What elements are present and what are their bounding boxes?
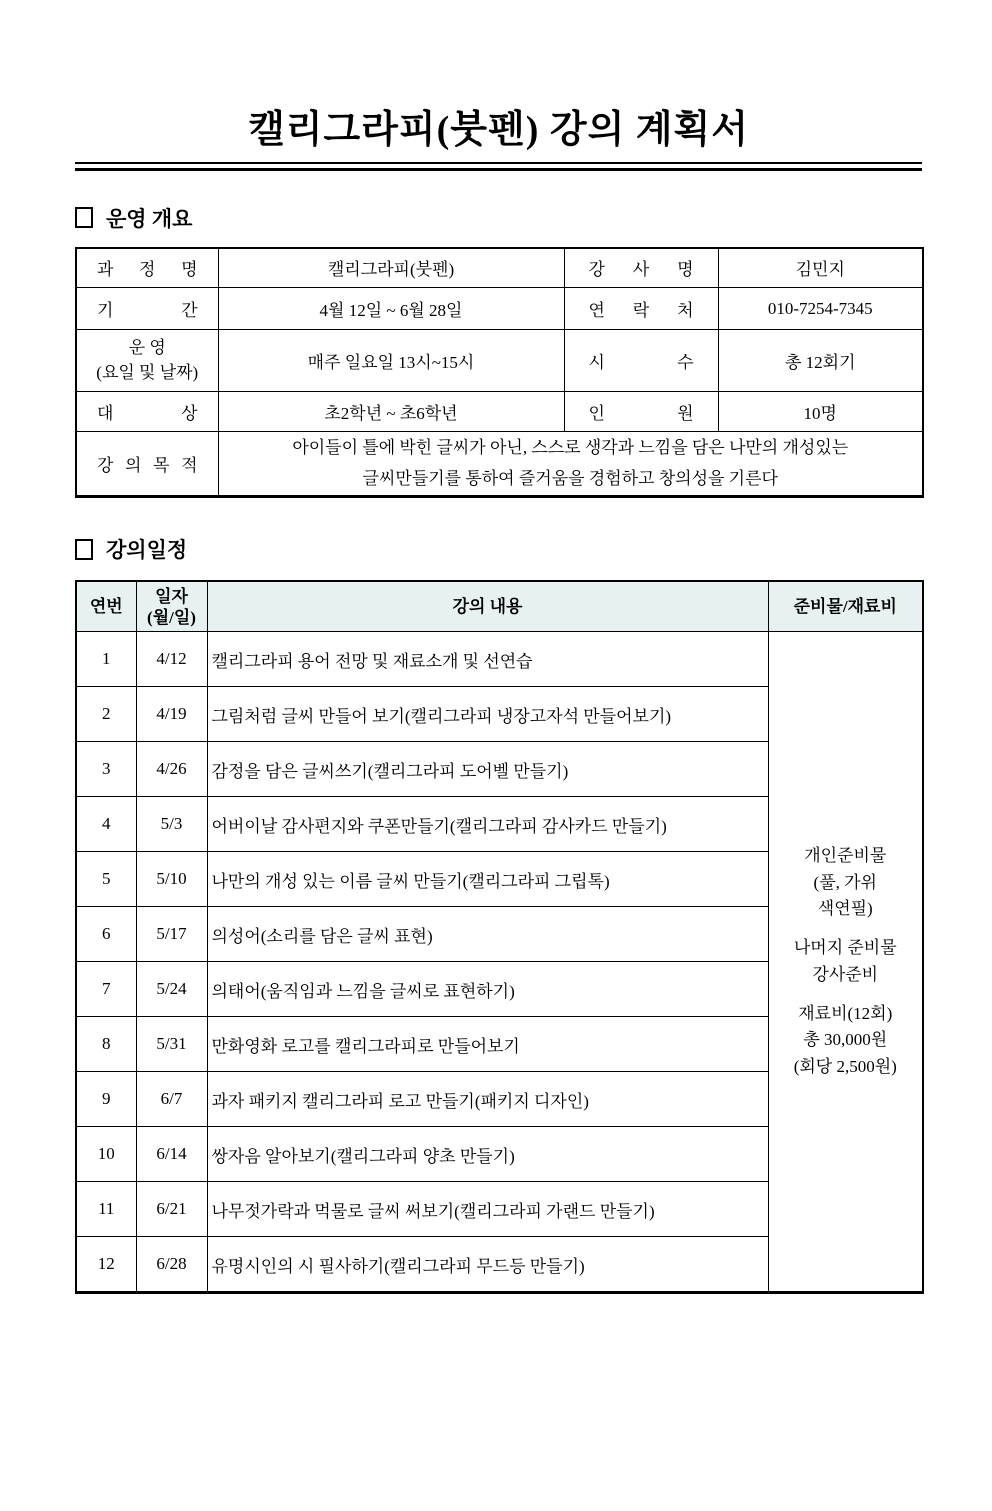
lesson-date: 5/3 (136, 797, 207, 852)
lesson-date: 5/17 (136, 907, 207, 962)
purpose-line2: 글씨만들기를 통하여 즐거움을 경험하고 창의성을 기른다 (362, 468, 778, 488)
section-heading-overview-label: 운영 개요 (106, 206, 193, 231)
section-heading-overview (75, 203, 922, 233)
schedule-header-content: 강의 내용 (207, 581, 768, 632)
lesson-number: 9 (76, 1072, 136, 1127)
lesson-number: 6 (76, 907, 136, 962)
lesson-number: 1 (76, 632, 136, 687)
lesson-date: 6/7 (136, 1072, 207, 1127)
lesson-number: 11 (76, 1182, 136, 1237)
schedule-header-date-line1: 일자 (155, 586, 188, 606)
lesson-date: 4/26 (136, 742, 207, 797)
title-divider (75, 162, 922, 171)
lesson-date: 6/14 (136, 1127, 207, 1182)
lesson-date: 4/19 (136, 687, 207, 742)
lesson-number: 8 (76, 1017, 136, 1072)
prep-line: 색연필) (817, 899, 873, 919)
schedule-header-prep: 준비물/재료비 (768, 581, 923, 632)
lesson-content: 유명시인의 시 필사하기(캘리그라피 무드등 만들기) (207, 1237, 768, 1293)
lesson-content: 감정을 담은 글씨쓰기(캘리그라피 도어벨 만들기) (207, 742, 768, 797)
lesson-number: 5 (76, 852, 136, 907)
overview-label-period: 기 간 (76, 288, 218, 330)
overview-table (75, 247, 924, 499)
section-heading-schedule (75, 534, 922, 564)
lesson-content: 쌍자음 알아보기(캘리그라피 양초 만들기) (207, 1127, 768, 1182)
overview-value-target: 초2학년 ~ 초6학년 (218, 392, 564, 432)
schedule-header-date (136, 581, 207, 632)
lesson-content: 어버이날 감사편지와 쿠폰만들기(캘리그라피 감사카드 만들기) (207, 797, 768, 852)
overview-label-hours: 시 수 (564, 330, 718, 392)
prep-line: 개인준비물 (804, 846, 887, 866)
page-title: 캘리그라피(붓펜) 강의 계획서 (248, 109, 749, 151)
lesson-date: 5/31 (136, 1017, 207, 1072)
overview-label-target: 대 상 (76, 392, 218, 432)
overview-label-operation-line2: (요일 및 날짜) (96, 362, 199, 382)
lesson-content: 나만의 개성 있는 이름 글씨 만들기(캘리그라피 그립톡) (207, 852, 768, 907)
lesson-number: 2 (76, 687, 136, 742)
overview-value-course: 캘리그라피(붓펜) (218, 248, 564, 288)
prep-line: (회당 2,500원) (793, 1056, 897, 1076)
lesson-date: 6/28 (136, 1237, 207, 1293)
overview-value-operation: 매주 일요일 13시~15시 (218, 330, 564, 392)
lesson-number: 12 (76, 1237, 136, 1293)
lesson-number: 3 (76, 742, 136, 797)
table-row (76, 288, 923, 330)
overview-value-contact: 010-7254-7345 (718, 288, 923, 330)
square-bullet-icon (75, 539, 93, 560)
prep-line: (풀, 가위 (813, 872, 877, 892)
lesson-content: 그림처럼 글씨 만들어 보기(캘리그라피 냉장고자석 만들어보기) (207, 687, 768, 742)
schedule-header-date-line2: (월/일) (147, 607, 196, 627)
overview-value-purpose (218, 432, 923, 497)
lesson-content: 나무젓가락과 먹물로 글씨 써보기(캘리그라피 가랜드 만들기) (207, 1182, 768, 1237)
overview-value-instructor: 김민지 (718, 248, 923, 288)
table-row (76, 330, 923, 392)
lesson-content: 의성어(소리를 담은 글씨 표현) (207, 907, 768, 962)
schedule-row-1 (76, 632, 923, 687)
prep-line: 나머지 준비물 (793, 938, 897, 958)
lesson-date: 5/24 (136, 962, 207, 1017)
section-heading-schedule-label: 강의일정 (106, 538, 188, 563)
overview-label-operation (76, 330, 218, 392)
table-row (76, 392, 923, 432)
lesson-date: 5/10 (136, 852, 207, 907)
prep-materials-cell (768, 632, 923, 1293)
document-page (0, 108, 992, 1294)
square-bullet-icon (75, 207, 93, 228)
overview-label-instructor: 강 사 명 (564, 248, 718, 288)
schedule-table (75, 580, 924, 1294)
lesson-content: 만화영화 로고를 캘리그라피로 만들어보기 (207, 1017, 768, 1072)
lesson-date: 6/21 (136, 1182, 207, 1237)
overview-label-course: 과 정 명 (76, 248, 218, 288)
purpose-line1: 아이들이 틀에 박힌 글씨가 아닌, 스스로 생각과 느낌을 담은 나만의 개성있는 (292, 438, 849, 458)
prep-line: 재료비(12회) (798, 1004, 893, 1024)
prep-group-instructor (770, 935, 922, 988)
overview-value-capacity: 10명 (718, 392, 923, 432)
prep-line: 강사준비 (812, 964, 879, 984)
prep-line: 총 30,000원 (803, 1030, 888, 1050)
schedule-header-no: 연번 (76, 581, 136, 632)
lesson-number: 4 (76, 797, 136, 852)
overview-label-purpose: 강 의 목 적 (76, 432, 218, 497)
overview-label-capacity: 인 원 (564, 392, 718, 432)
overview-value-hours: 총 12회기 (718, 330, 923, 392)
lesson-content: 과자 패키지 캘리그라피 로고 만들기(패키지 디자인) (207, 1072, 768, 1127)
lesson-number: 7 (76, 962, 136, 1017)
table-row (76, 432, 923, 497)
overview-label-contact: 연 락 처 (564, 288, 718, 330)
overview-label-operation-line1: 운 영 (128, 337, 166, 357)
table-row (76, 248, 923, 288)
lesson-content: 의태어(움직임과 느낌을 글씨로 표현하기) (207, 962, 768, 1017)
schedule-header-row (76, 581, 923, 632)
lesson-content: 캘리그라피 용어 전망 및 재료소개 및 선연습 (207, 632, 768, 687)
prep-group-personal (770, 843, 922, 922)
prep-group-fee (770, 1001, 922, 1080)
lesson-date: 4/12 (136, 632, 207, 687)
lesson-number: 10 (76, 1127, 136, 1182)
overview-value-period: 4월 12일 ~ 6월 28일 (218, 288, 564, 330)
